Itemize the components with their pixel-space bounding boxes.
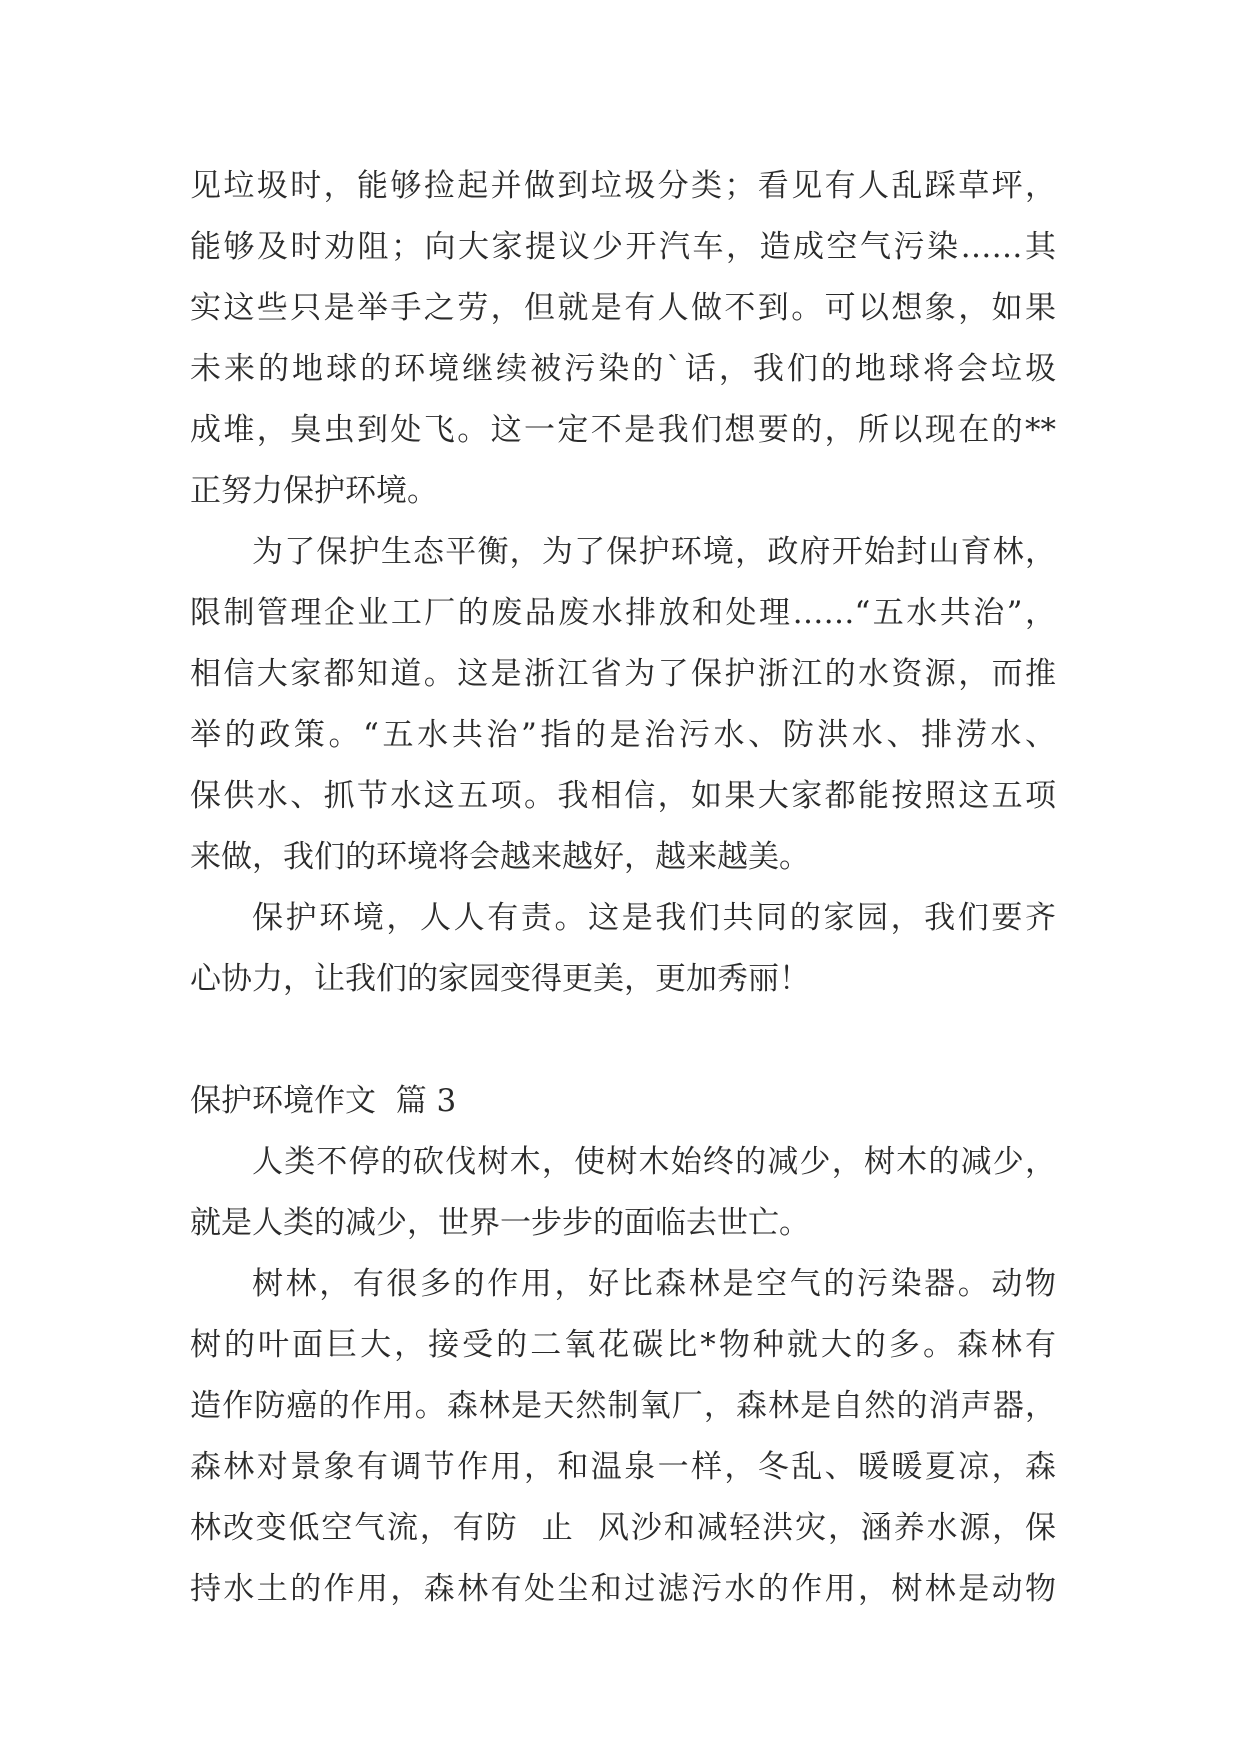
paragraph — [190, 888, 1056, 1010]
text-line: 未来的地球的环境继续被污染的`话，我们的地球将会垃圾 — [190, 351, 1056, 387]
text-line: 实这些只是举手之劳，但就是有人做不到。可以想象，如果 — [190, 290, 1056, 326]
section-heading: 保护环境作文 篇 3 — [190, 1083, 457, 1119]
text-line: 为了保护生态平衡，为了保护环境，政府开始封山育林， — [252, 534, 1056, 570]
text-line: 成堆，臭虫到处飞。这一定不是我们想要的，所以现在的** — [190, 412, 1056, 448]
text-line: 举的政策。“五水共治”指的是治污水、防洪水、排涝水、 — [190, 717, 1056, 753]
document-body — [190, 156, 1056, 1620]
text-line: 来做，我们的环境将会越来越好，越来越美。 — [190, 839, 810, 875]
text-line: 相信大家都知道。这是浙江省为了保护浙江的水资源，而推 — [190, 656, 1056, 692]
text-line: 保护环境，人人有责。这是我们共同的家园，我们要齐 — [252, 900, 1056, 936]
text-line: 造作防癌的作用。森林是天然制氧厂，森林是自然的消声器， — [190, 1388, 1056, 1424]
text-line: 能够及时劝阻；向大家提议少开汽车，造成空气污染……其 — [190, 229, 1056, 265]
text-line: 树林，有很多的作用，好比森林是空气的污染器。动物 — [252, 1266, 1056, 1302]
text-line: 心协力，让我们的家园变得更美，更加秀丽！ — [190, 961, 810, 997]
text-line: 限制管理企业工厂的废品废水排放和处理……“五水共治”， — [190, 595, 1056, 631]
paragraph — [190, 522, 1056, 888]
section-spacer — [190, 1010, 1056, 1071]
text-line: 林改变低空气流，有防 止 风沙和减轻洪灾，涵养水源，保 — [190, 1510, 1056, 1546]
text-line: 见垃圾时，能够捡起并做到垃圾分类；看见有人乱踩草坪， — [190, 168, 1056, 204]
paragraph — [190, 156, 1056, 522]
text-line: 就是人类的减少，世界一步步的面临去世亡。 — [190, 1205, 810, 1241]
text-line: 保供水、抓节水这五项。我相信，如果大家都能按照这五项 — [190, 778, 1056, 814]
text-line: 正努力保护环境。 — [190, 473, 438, 509]
text-line: 森林对景象有调节作用，和温泉一样，冬乱、暖暖夏凉，森 — [190, 1449, 1056, 1485]
text-line: 持水土的作用，森林有处尘和过滤污水的作用，树林是动物 — [190, 1571, 1056, 1607]
paragraph — [190, 1132, 1056, 1254]
text-line: 树的叶面巨大，接受的二氧花碳比*物种就大的多。森林有 — [190, 1327, 1056, 1363]
paragraph — [190, 1254, 1056, 1620]
text-line: 人类不停的砍伐树木，使树木始终的减少，树木的减少， — [252, 1144, 1056, 1180]
